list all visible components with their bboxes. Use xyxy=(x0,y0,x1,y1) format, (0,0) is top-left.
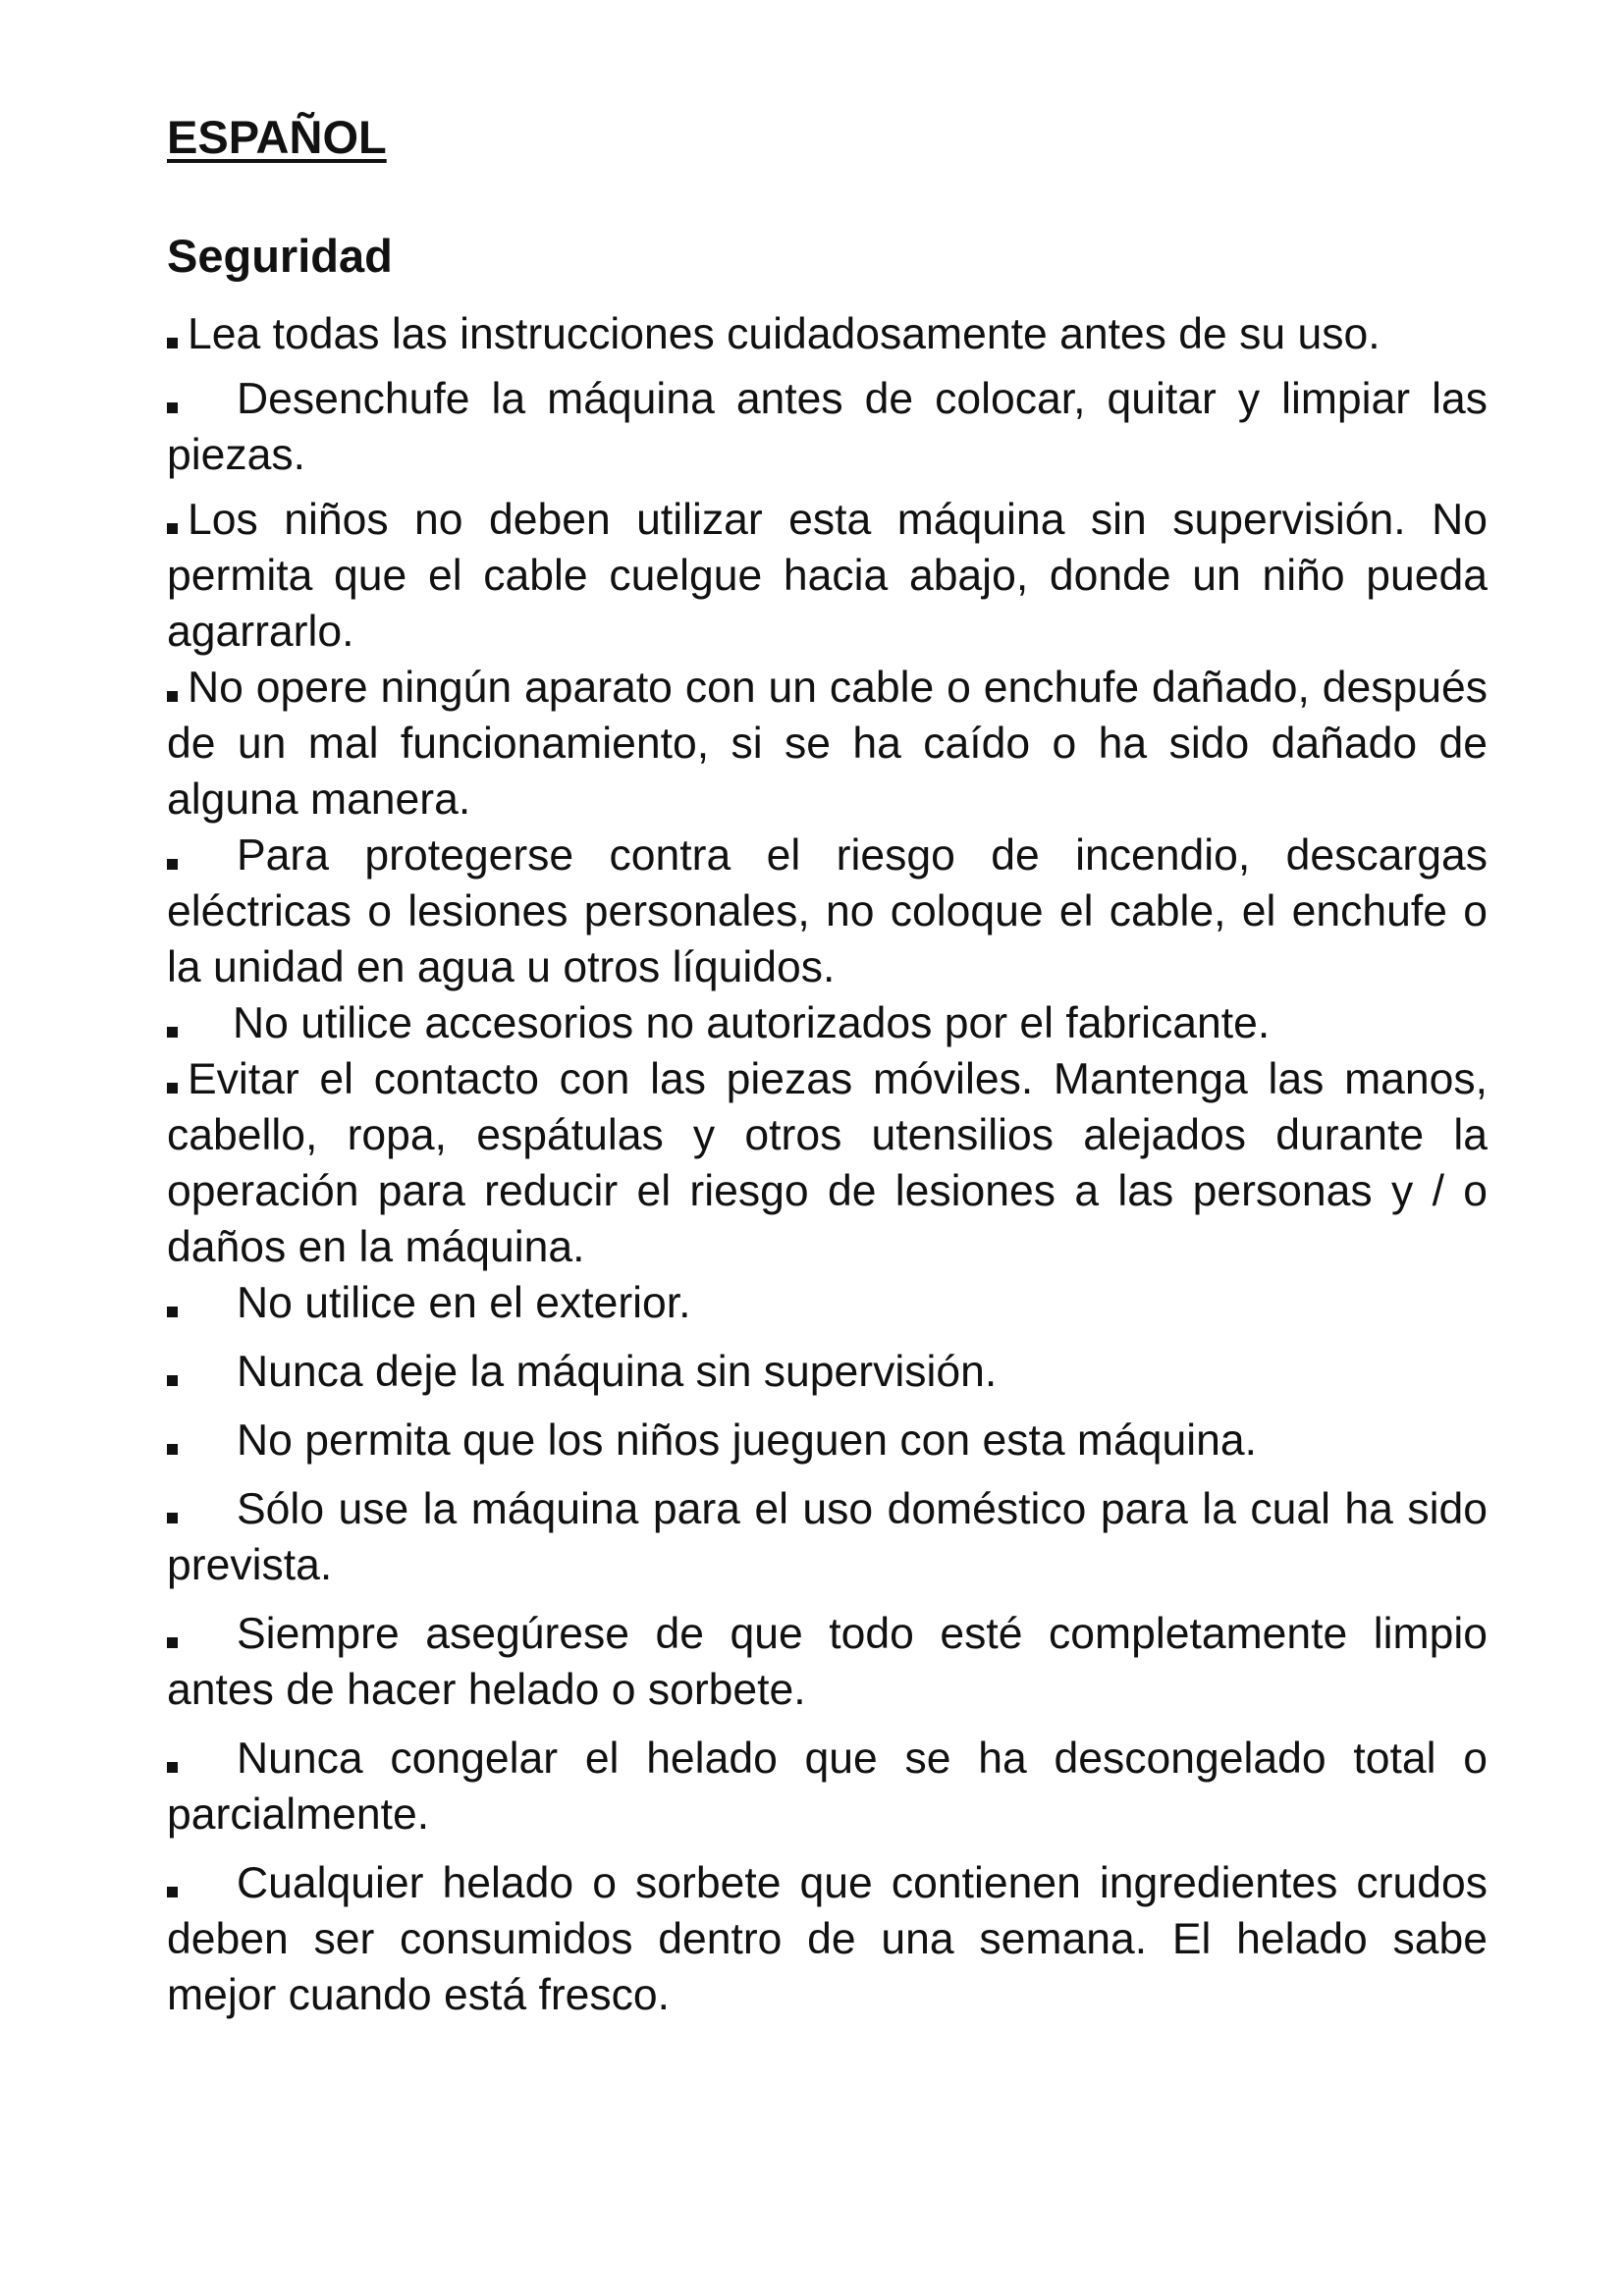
list-item-text: No opere ningún aparato con un cable o enchufe dañado, después de un mal funcionamiento, si se ha caído o ha sido dañado de alguna manera. xyxy=(167,664,1488,824)
square-bullet-icon xyxy=(167,402,178,413)
list-item xyxy=(167,492,1488,660)
list-item-text: Nunca congelar el helado que se ha descongelado total o parcialmente. xyxy=(167,1735,1488,1839)
language-heading: ESPAÑOL xyxy=(167,111,387,163)
square-bullet-icon xyxy=(167,1762,178,1773)
square-bullet-icon xyxy=(167,1637,178,1648)
list-item-text: No utilice en el exterior. xyxy=(237,1279,691,1327)
list-item xyxy=(167,1481,1488,1593)
list-item-text: Los niños no deben utilizar esta máquina sin supervisión. No permita que el cable cuelgue hacia abajo, donde un niño pueda agarrarlo. xyxy=(167,496,1488,656)
list-item-text: Evitar el contacto con las piezas móviles. Mantenga las manos, cabello, ropa, espátulas y otros utensilios alejados durante la operación para reducir el riesgo de lesiones a las personas y / o daños en la máquina. xyxy=(167,1055,1488,1271)
list-item xyxy=(167,1731,1488,1842)
list-item-text: Lea todas las instrucciones cuidadosamente antes de su uso. xyxy=(188,310,1380,358)
list-item xyxy=(167,828,1488,995)
list-item xyxy=(167,660,1488,828)
list-item-text: Nunca deje la máquina sin supervisión. xyxy=(237,1348,998,1396)
list-item-text: Para protegerse contra el riesgo de incendio, descargas eléctricas o lesiones personales, no coloque el cable, el enchufe o la unidad en agua u otros líquidos. xyxy=(167,831,1488,991)
square-bullet-icon xyxy=(167,338,178,348)
square-bullet-icon xyxy=(167,1887,178,1897)
list-item xyxy=(167,1344,1488,1400)
square-bullet-icon xyxy=(167,1307,178,1317)
section-heading: Seguridad xyxy=(167,230,393,282)
square-bullet-icon xyxy=(167,523,178,534)
square-bullet-icon xyxy=(167,691,178,702)
list-item xyxy=(167,1855,1488,2023)
list-item xyxy=(167,995,1488,1051)
list-item-text: Sólo use la máquina para el uso doméstico para la cual ha sido prevista. xyxy=(167,1485,1488,1589)
square-bullet-icon xyxy=(167,1375,178,1386)
square-bullet-icon xyxy=(167,1513,178,1523)
list-item xyxy=(167,1051,1488,1275)
square-bullet-icon xyxy=(167,1444,178,1455)
list-item-text: Desenchufe la máquina antes de colocar, quitar y limpiar las piezas. xyxy=(167,375,1488,479)
list-item xyxy=(167,1275,1488,1331)
list-item-text: No utilice accesorios no autorizados por el fabricante. xyxy=(233,999,1271,1047)
list-item xyxy=(167,371,1488,483)
list-item-text: Cualquier helado o sorbete que contienen ingredientes crudos deben ser consumidos dentro de una semana. El helado sabe mejor cuando está fresco. xyxy=(167,1859,1488,2019)
list-item xyxy=(167,1413,1488,1468)
square-bullet-icon xyxy=(167,1083,178,1094)
list-item-text: Siempre asegúrese de que todo esté completamente limpio antes de hacer helado o sorbete. xyxy=(167,1610,1488,1714)
list-item xyxy=(167,306,1488,362)
square-bullet-icon xyxy=(167,859,178,870)
list-item xyxy=(167,1606,1488,1718)
square-bullet-icon xyxy=(167,1027,178,1038)
safety-list xyxy=(167,306,1488,2032)
list-item-text: No permita que los niños jueguen con esta máquina. xyxy=(237,1416,1257,1465)
